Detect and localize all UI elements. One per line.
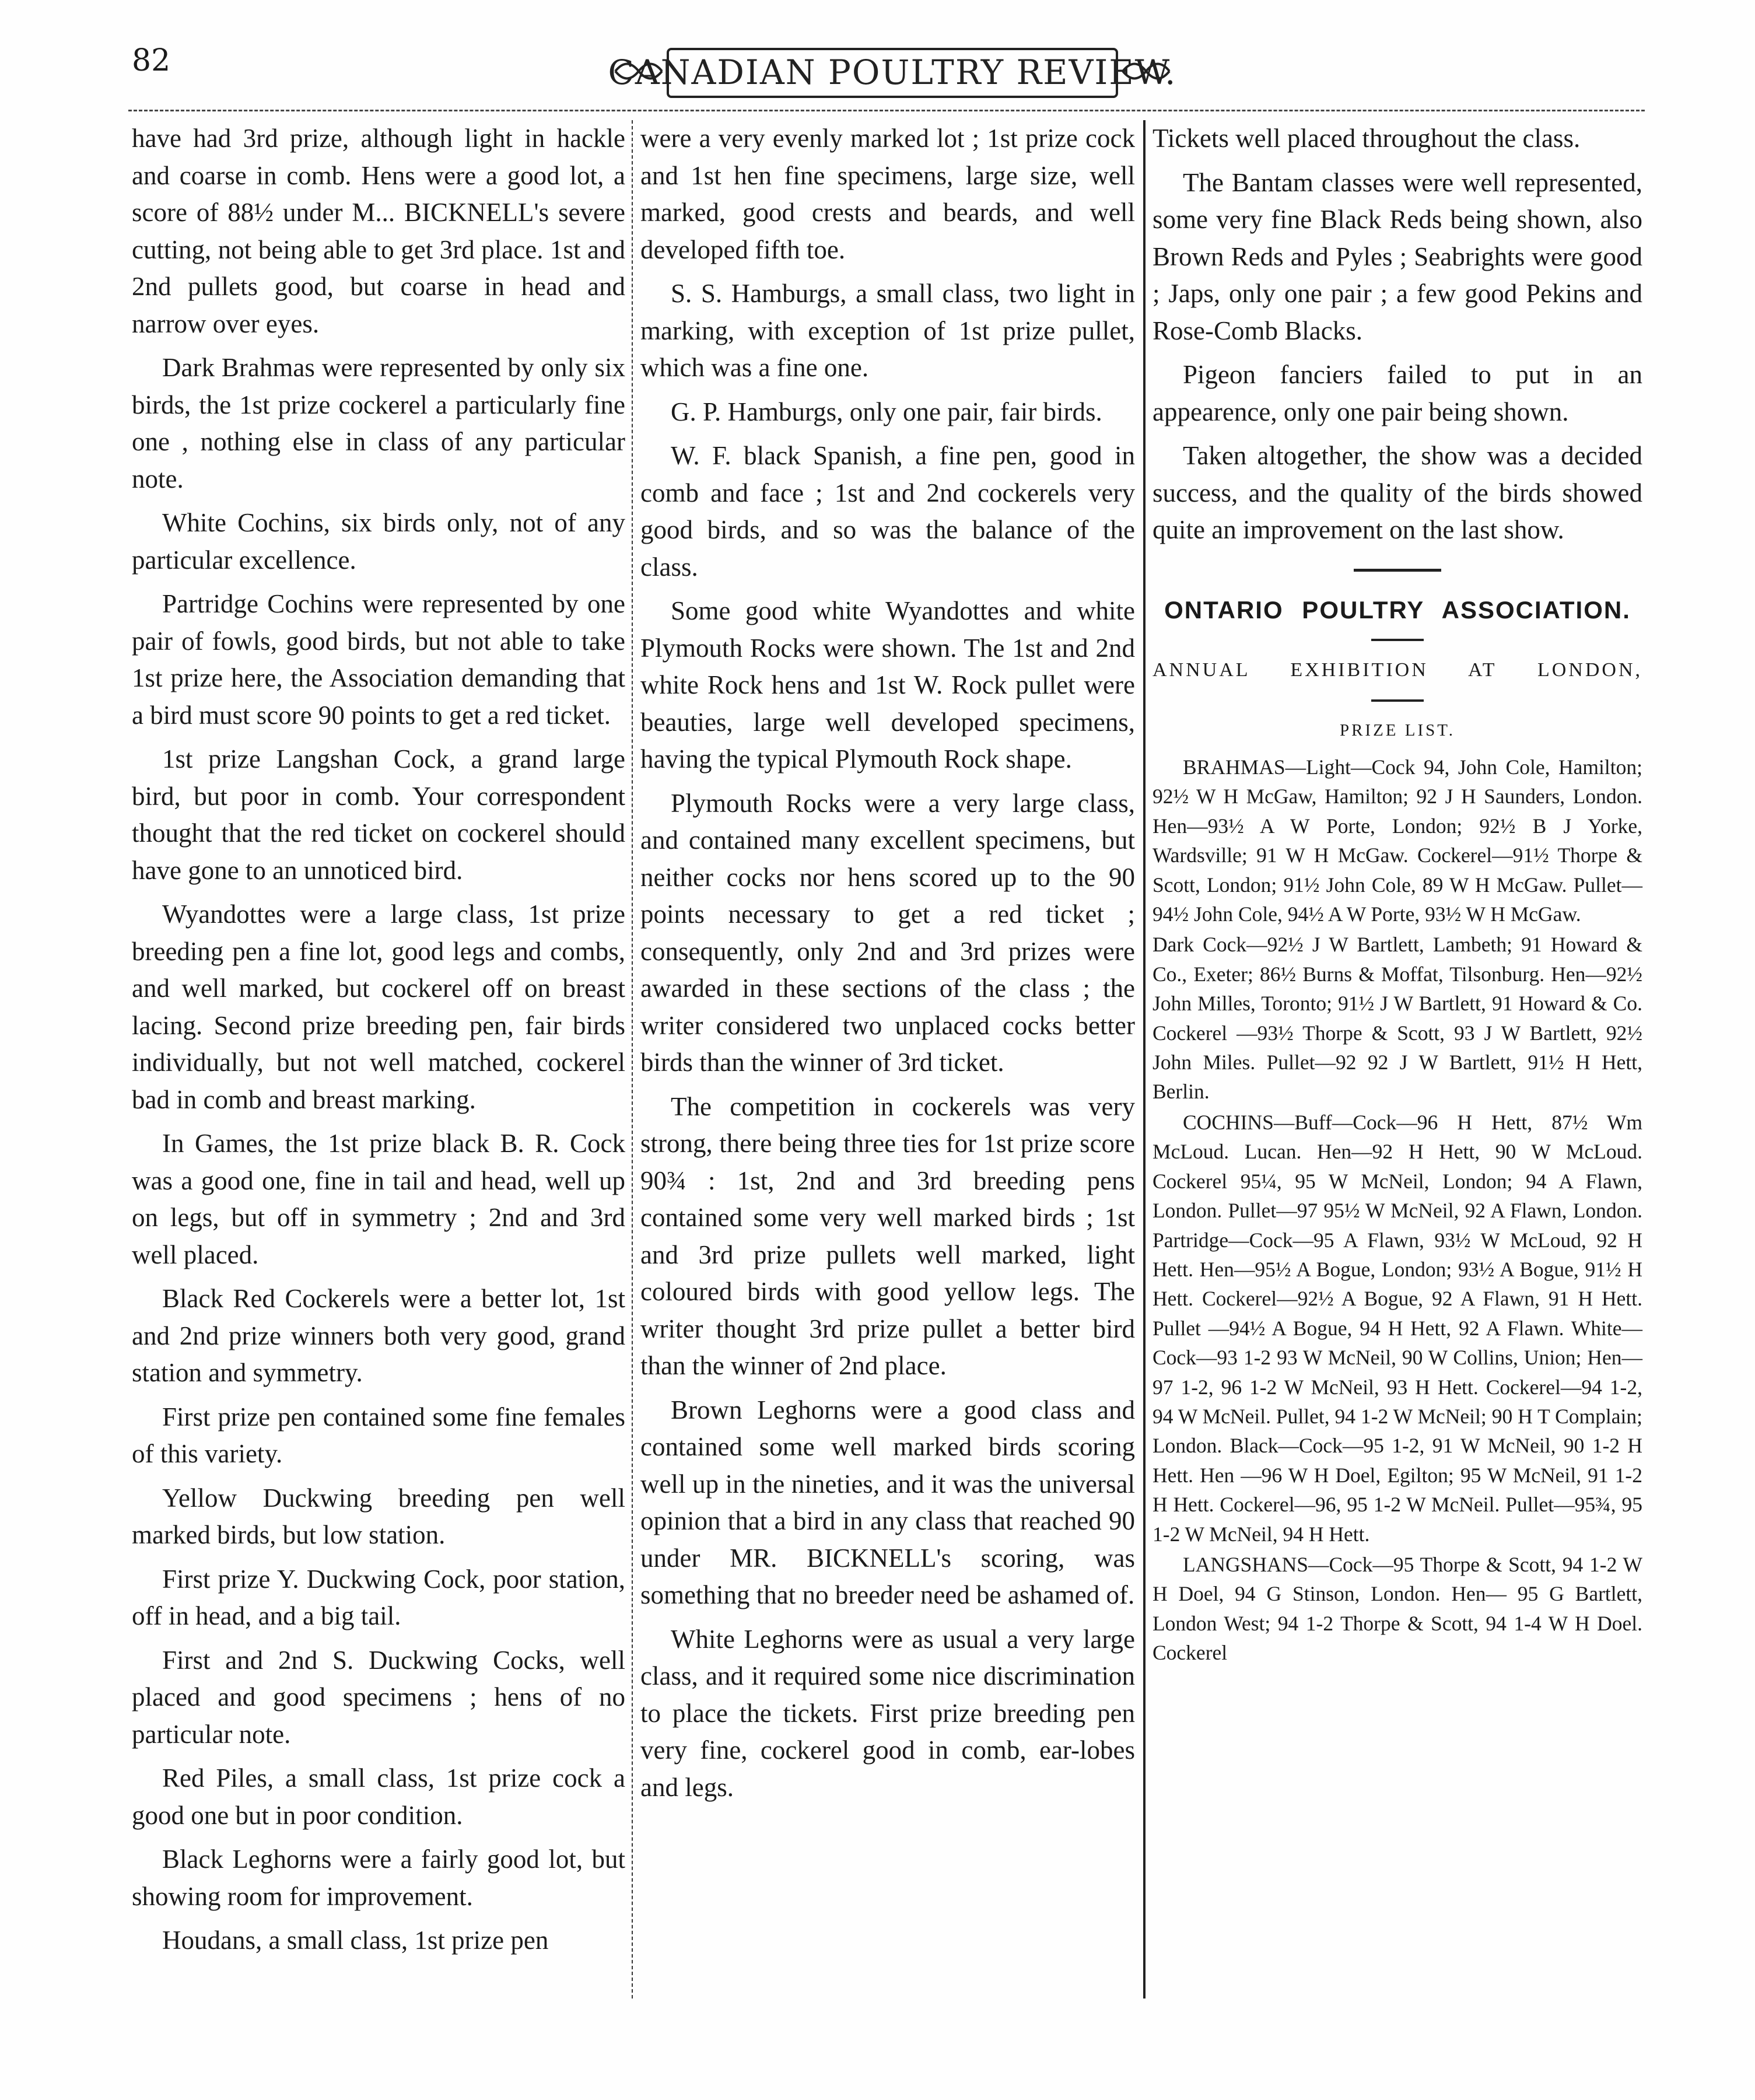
paragraph: In Games, the 1st prize black B. R. Cock was a good one, fine in tail and head, well up on legs, but off in symmetry ; 2nd and 3rd well placed. [132, 1129, 625, 1269]
column-2 [640, 120, 1135, 1813]
paragraph: First prize pen contained some fine females of this variety. [132, 1402, 625, 1468]
column-divider-1 [632, 120, 633, 1999]
paragraph: Brown Leghorns were a good class and contained some well marked birds scoring well up in the nineties, and it was the universal opinion that a bird in any class that reached 90 under MR. BICKNELL's scoring, was something that no breeder need be ashamed of. [640, 1395, 1135, 1609]
column-1 [132, 120, 625, 1966]
heading-rule [1371, 639, 1424, 641]
paragraph: First prize Y. Duckwing Cock, poor station, off in head, and a big tail. [132, 1564, 625, 1630]
subheading-rule [1371, 699, 1424, 702]
paragraph: W. F. black Spanish, a fine pen, good in comb and face ; 1st and 2nd cockerels very good birds, and so was the balance of the class. [640, 441, 1135, 582]
paragraph: Yellow Duckwing breeding pen well marked birds, but low station. [132, 1483, 625, 1549]
section-rule [1354, 569, 1441, 572]
paragraph: Plymouth Rocks were a very large class, and contained many excellent specimens, but neither cocks nor hens scored up to the 90 points necessary to get a red ticket ; consequently, only 2nd and 3rd prizes were awarded in these sections of the class ; the writer considered two unplaced cocks better birds than the winner of 3rd ticket. [640, 788, 1135, 1077]
masthead-title: CANADIAN POULTRY REVIEW. [609, 52, 1175, 92]
column-3 [1153, 120, 1642, 1669]
prize-list-title: PRIZE LIST. [1339, 720, 1456, 740]
paragraph: were a very evenly marked lot ; 1st prize cock and 1st hen fine specimens, large size, well marked, good crests and beards, and well developed fifth toe. [640, 124, 1135, 264]
prize-entry: Dark Cock—92½ J W Bartlett, Lambeth; 91 Howard & Co., Exeter; 86½ Burns & Moffat, Tilsonburg. Hen—92½ John Milles, Toronto; 91½ J W Bartlett, 91 Howard & Co. Cockerel —93½ Thorpe & Scott, 93 J W Bartlett, 92½ John Miles. Pullet—92 92 J W Bartlett, 91½ H Hett, Berlin. [1153, 933, 1642, 1104]
paragraph: Dark Brahmas were represented by only six birds, the 1st prize cockerel a particularly fine one , nothing else in class of any particular note. [132, 353, 625, 494]
paragraph: Taken altogether, the show was a decided success, and the quality of the birds showed quite an improvement on the last show. [1153, 441, 1642, 544]
masthead-ornament [609, 36, 1175, 106]
masthead [609, 36, 1175, 106]
paragraph: have had 3rd prize, although light in hackle and coarse in comb. Hens were a good lot, a score of 88½ under M... BICKNELL's severe cutting, not being able to get 3rd place. 1st and 2nd pullets good, but coarse in head and narrow over eyes. [132, 124, 625, 338]
paragraph: White Leghorns were as usual a very large class, and it required some nice discrimination to place the tickets. First prize breeding pen very fine, cockerel good in comb, ear-lobes and legs. [640, 1624, 1135, 1802]
paragraph: Some good white Wyandottes and white Plymouth Rocks were shown. The 1st and 2nd white Rock hens and 1st W. Rock pullet were beauties, large well developed specimens, having the typical Plymouth Rock shape. [640, 596, 1135, 774]
section-subheading: ANNUAL EXHIBITION AT LONDON, [1153, 659, 1642, 681]
paragraph: Houdans, a small class, 1st prize pen [162, 1926, 549, 1955]
paragraph: G. P. Hamburgs, only one pair, fair birds. [671, 397, 1102, 426]
paragraph: Black Leghorns were a fairly good lot, but showing room for improvement. [132, 1845, 625, 1911]
header-rule [128, 110, 1645, 111]
column-divider-2 [1143, 120, 1146, 1999]
paragraph: First and 2nd S. Duckwing Cocks, well placed and good specimens ; hens of no particular note. [132, 1645, 625, 1749]
paragraph: Tickets well placed throughout the class. [1153, 124, 1581, 153]
page-number: 82 [132, 43, 171, 78]
paragraph: Black Red Cockerels were a better lot, 1st and 2nd prize winners both very good, grand station and symmetry. [132, 1284, 625, 1387]
paragraph: Red Piles, a small class, 1st prize cock a good one but in poor condition. [132, 1763, 625, 1830]
prize-list [1153, 752, 1642, 1668]
paragraph: Pigeon fanciers failed to put in an appearence, only one pair being shown. [1153, 360, 1642, 426]
paragraph: 1st prize Langshan Cock, a grand large bird, but poor in comb. Your correspondent thought that the red ticket on cockerel should have gone to an unnoticed bird. [132, 744, 625, 885]
prize-entry: BRAHMAS—Light—Cock 94, John Cole, Hamilton; 92½ W H McGaw, Hamilton; 92 J H Saunders, London. Hen—93½ A W Porte, London; 92½ B J Yorke, Wardsville; 91 W H McGaw. Cockerel—91½ Thorpe & Scott, London; 91½ John Cole, 89 W H McGaw. Pullet—94½ John Cole, 94½ A W Porte, 93½ W H McGaw. [1153, 755, 1642, 926]
paragraph: White Cochins, six birds only, not of any particular excellence. [132, 508, 625, 575]
section-heading: ONTARIO POULTRY ASSOCIATION. [1164, 596, 1631, 624]
prize-entry: LANGSHANS—Cock—95 Thorpe & Scott, 94 1-2 W H Doel, 94 G Stinson, London. Hen— 95 G Bartlett, London West; 94 1-2 Thorpe & Scott, 94 1-4 W H Doel. Cockerel [1153, 1552, 1642, 1665]
paragraph: Partridge Cochins were represented by one pair of fowls, good birds, but not able to take 1st prize here, the Association demanding that a bird must score 90 points to get a red ticket. [132, 589, 625, 730]
prize-entry: COCHINS—Buff—Cock—96 H Hett, 87½ Wm McLoud. Lucan. Hen—92 H Hett, 90 W McLoud. Cockerel 95¼, 95 W McNeil, London; 94 A Flawn, London. Pullet—97 95½ W McNeil, 92 A Flawn, London. Partridge—Cock—95 A Flawn, 93½ W McLoud, 92 H Hett. Hen—95½ A Bogue, London; 93½ A Bogue, 91½ H Hett. Cockerel—92½ A Bogue, 92 A Flawn, 91 H Hett. Pullet —94½ A Bogue, 94 H Hett, 92 A Flawn. White—Cock—93 1-2 93 W McNeil, 90 W Collins, Union; Hen—97 1-2, 96 1-2 W McNeil, 93 H Hett. Cockerel—94 1-2, 94 W McNeil. Pullet, 94 1-2 W McNeil; 90 H T Complain; London. Black—Cock—95 1-2, 91 W McNeil, 90 1-2 H Hett. Hen —96 W H Doel, Egilton; 95 W McNeil, 91 1-2 H Hett. Cockerel—96, 95 1-2 W McNeil. Pullet—95¾, 95 1-2 W McNeil, 94 H Hett. [1153, 1110, 1642, 1546]
paragraph: S. S. Hamburgs, a small class, two light in marking, with exception of 1st prize pullet, which was a fine one. [640, 279, 1135, 382]
paragraph: The competition in cockerels was very strong, there being three ties for 1st prize score 90¾ : 1st, 2nd and 3rd breeding pens contained some very well marked birds ; 1st and 3rd prize pullets well marked, light coloured birds with good yellow legs. The writer thought 3rd prize pullet a better bird than the winner of 2nd place. [640, 1091, 1135, 1380]
paragraph: The Bantam classes were well represented, some very fine Black Reds being shown, also Brown Reds and Pyles ; Seabrights were good ; Japs, only one pair ; a few good Pekins and Rose-Comb Blacks. [1153, 167, 1642, 345]
paragraph: Wyandottes were a large class, 1st prize breeding pen a fine lot, good legs and combs, and well marked, but cockerel off on breast lacing. Second prize breeding pen, fair birds individually, but not well matched, cockerel bad in comb and breast marking. [132, 900, 625, 1114]
